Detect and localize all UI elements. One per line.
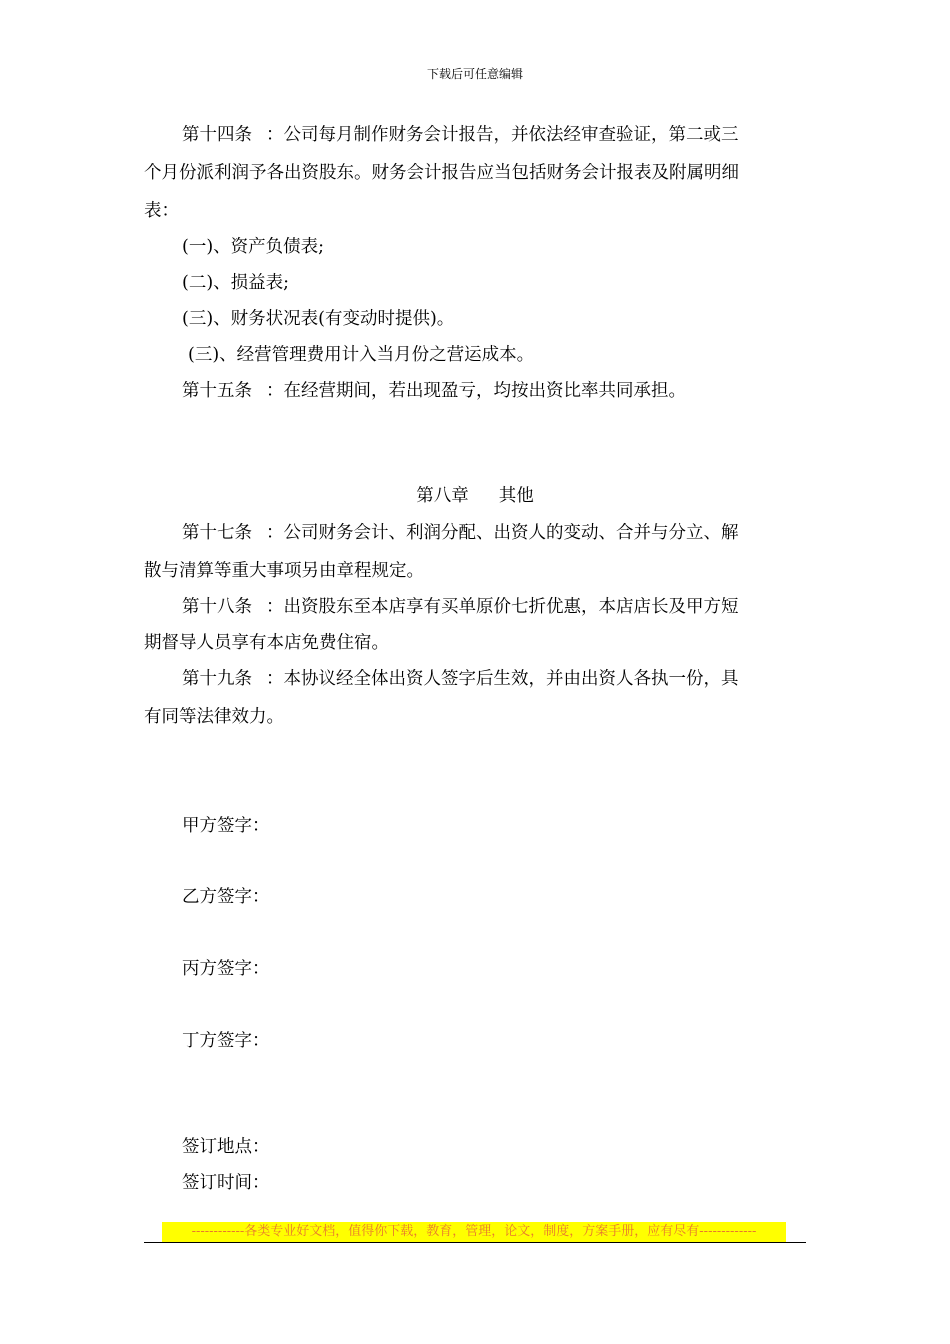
article-19-line-2: 有同等法律效力。 — [144, 707, 284, 727]
article-14-line-2: 个月份派利润予各出资股东。财务会计报告应当包括财务会计报表及附属明细 — [144, 163, 739, 183]
article-15 — [182, 380, 686, 402]
chapter-heading — [0, 485, 950, 507]
signature-party-b: 乙方签字： — [182, 887, 270, 907]
chapter-title: 其他 — [498, 486, 534, 506]
article-14-item-4: (三)、经营管理费用计入当月份之营运成本。 — [188, 345, 535, 365]
article-18-text-1: ：出资股东至本店享有买单原价七折优惠，本店店长及甲方短 — [266, 597, 739, 617]
footer-divider — [144, 1242, 806, 1243]
signature-party-d: 丁方签字： — [182, 1031, 270, 1051]
article-19-text-1: ：本协议经全体出资人签字后生效，并由出资人各执一份，具 — [266, 669, 739, 689]
article-15-label: 第十五条 — [182, 381, 252, 401]
article-17-line-2: 散与清算等重大事项另由章程规定。 — [144, 561, 424, 581]
article-18-label: 第十八条 — [182, 597, 252, 617]
article-17-line-1 — [182, 522, 739, 544]
article-14-item-2: (二)、损益表; — [182, 273, 290, 293]
signature-party-c: 丙方签字： — [182, 959, 270, 979]
article-14-label: 第十四条 — [182, 125, 252, 145]
article-14-text-1: ：公司每月制作财务会计报告，并依法经审查验证，第二或三 — [266, 125, 739, 145]
article-17-text-1: ：公司财务会计、利润分配、出资人的变动、合并与分立、解 — [266, 523, 739, 543]
article-14-line-3: 表： — [144, 201, 179, 221]
article-15-text: ：在经营期间，若出现盈亏，均按出资比率共同承担。 — [266, 381, 686, 401]
signing-time: 签订时间： — [182, 1173, 270, 1193]
article-14-item-3: (三)、财务状况表(有变动时提供)。 — [182, 309, 455, 329]
article-18-line-2: 期督导人员享有本店免费住宿。 — [144, 633, 389, 653]
chapter-number: 第八章 — [416, 486, 469, 506]
page-header-note: 下载后可任意编辑 — [426, 67, 523, 81]
article-19-line-1 — [182, 668, 739, 690]
signature-party-a: 甲方签字： — [182, 816, 270, 836]
article-17-label: 第十七条 — [182, 523, 252, 543]
article-19-label: 第十九条 — [182, 669, 252, 689]
article-14-item-1: (一)、资产负债表; — [182, 237, 325, 257]
article-14-line-1 — [182, 124, 739, 146]
signing-place: 签订地点： — [182, 1137, 270, 1157]
article-18-line-1 — [182, 596, 739, 618]
footer-banner: ------------各类专业好文档，值得你下载，教育，管理，论文，制度，方案手册，应有尽有------------- — [162, 1222, 786, 1242]
